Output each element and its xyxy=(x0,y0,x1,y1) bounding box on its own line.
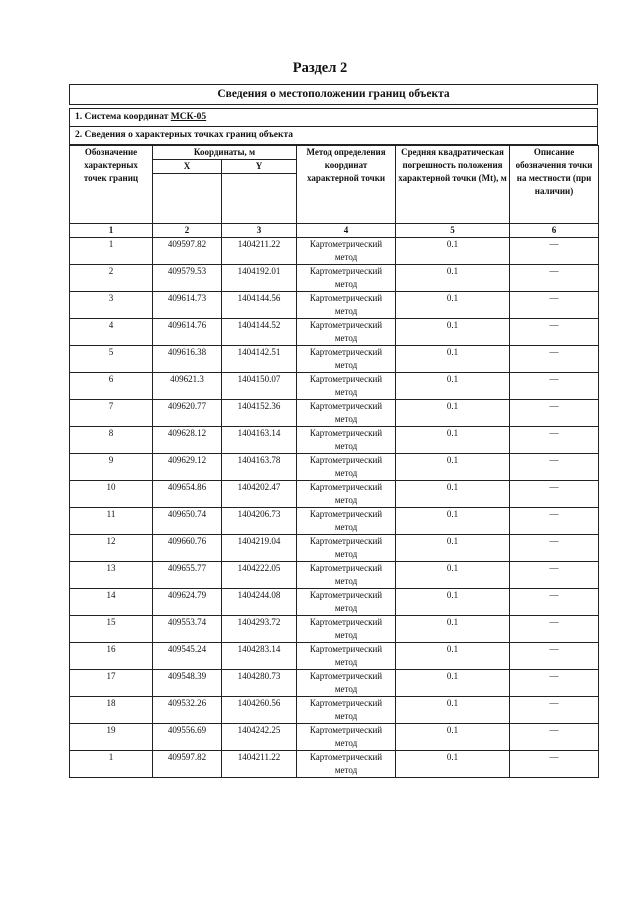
x-coordinate-cell: 409548.39 xyxy=(153,670,222,697)
error-cell: 0.1 xyxy=(396,346,510,373)
table-row xyxy=(70,400,599,427)
method-cell: Картометрический метод xyxy=(297,643,396,670)
x-coordinate-cell: 409660.76 xyxy=(153,535,222,562)
y-coordinate-cell: 1404144.52 xyxy=(222,319,297,346)
table-row xyxy=(70,616,599,643)
section-title: Раздел 2 xyxy=(292,60,348,76)
method-cell: Картометрический метод xyxy=(297,508,396,535)
point-number-cell: 12 xyxy=(70,535,153,562)
y-coordinate-cell: 1404202.47 xyxy=(222,481,297,508)
method-cell: Картометрический метод xyxy=(297,535,396,562)
method-cell: Картометрический метод xyxy=(297,751,396,778)
point-number-cell: 3 xyxy=(70,292,153,319)
x-coordinate-cell: 409579.53 xyxy=(153,265,222,292)
table-row xyxy=(70,508,599,535)
description-cell: — xyxy=(510,508,599,535)
column-number: 3 xyxy=(222,224,297,238)
y-coordinate-cell: 1404144.56 xyxy=(222,292,297,319)
error-cell: 0.1 xyxy=(396,292,510,319)
y-coordinate-cell: 1404293.72 xyxy=(222,616,297,643)
table-row xyxy=(70,535,599,562)
error-cell: 0.1 xyxy=(396,562,510,589)
y-coordinate-cell: 1404222.05 xyxy=(222,562,297,589)
point-number-cell: 2 xyxy=(70,265,153,292)
method-cell: Картометрический метод xyxy=(297,346,396,373)
column-number: 4 xyxy=(297,224,396,238)
error-cell: 0.1 xyxy=(396,697,510,724)
method-cell: Картометрический метод xyxy=(297,373,396,400)
method-cell: Картометрический метод xyxy=(297,400,396,427)
y-coordinate-cell: 1404163.14 xyxy=(222,427,297,454)
column-number: 5 xyxy=(396,224,510,238)
error-cell: 0.1 xyxy=(396,400,510,427)
y-coordinate-cell: 1404260.56 xyxy=(222,697,297,724)
description-cell: — xyxy=(510,373,599,400)
table-row xyxy=(70,427,599,454)
table-row xyxy=(70,751,599,778)
description-cell: — xyxy=(510,751,599,778)
description-cell: — xyxy=(510,400,599,427)
table-row xyxy=(70,481,599,508)
point-number-cell: 7 xyxy=(70,400,153,427)
column-header-coordinates: Координаты, м xyxy=(153,146,297,160)
table-row xyxy=(70,697,599,724)
method-cell: Картометрический метод xyxy=(297,562,396,589)
x-coordinate-cell: 409614.76 xyxy=(153,319,222,346)
description-cell: — xyxy=(510,616,599,643)
error-cell: 0.1 xyxy=(396,616,510,643)
error-cell: 0.1 xyxy=(396,427,510,454)
error-cell: 0.1 xyxy=(396,238,510,265)
method-cell: Картометрический метод xyxy=(297,670,396,697)
point-number-cell: 10 xyxy=(70,481,153,508)
x-coordinate-cell: 409629.12 xyxy=(153,454,222,481)
point-number-cell: 11 xyxy=(70,508,153,535)
table-row xyxy=(70,265,599,292)
y-coordinate-cell: 1404211.22 xyxy=(222,238,297,265)
error-cell: 0.1 xyxy=(396,373,510,400)
description-cell: — xyxy=(510,643,599,670)
description-cell: — xyxy=(510,292,599,319)
coordinate-system-label: 1. Система координат xyxy=(75,112,169,122)
point-number-cell: 8 xyxy=(70,427,153,454)
error-cell: 0.1 xyxy=(396,508,510,535)
coordinate-system-row xyxy=(69,108,598,127)
method-cell: Картометрический метод xyxy=(297,697,396,724)
coordinate-system-value: МСК-05 xyxy=(170,112,207,122)
column-header-designation: Обозначение характерных точек границ xyxy=(70,146,153,224)
x-coordinate-cell: 409597.82 xyxy=(153,751,222,778)
point-number-cell: 4 xyxy=(70,319,153,346)
description-cell: — xyxy=(510,238,599,265)
x-coordinate-cell: 409628.12 xyxy=(153,427,222,454)
document-heading: Сведения о местоположении границ объекта xyxy=(69,84,598,105)
method-cell: Картометрический метод xyxy=(297,589,396,616)
column-header-x: X xyxy=(153,160,222,174)
method-cell: Картометрический метод xyxy=(297,481,396,508)
description-cell: — xyxy=(510,724,599,751)
description-cell: — xyxy=(510,265,599,292)
y-coordinate-cell: 1404211.22 xyxy=(222,751,297,778)
x-coordinate-cell: 409597.82 xyxy=(153,238,222,265)
description-cell: — xyxy=(510,481,599,508)
table-row xyxy=(70,589,599,616)
y-coordinate-cell: 1404142.51 xyxy=(222,346,297,373)
description-cell: — xyxy=(510,346,599,373)
x-coordinate-cell: 409616.38 xyxy=(153,346,222,373)
error-cell: 0.1 xyxy=(396,589,510,616)
point-number-cell: 1 xyxy=(70,751,153,778)
method-cell: Картометрический метод xyxy=(297,616,396,643)
x-coordinate-cell: 409545.24 xyxy=(153,643,222,670)
boundary-points-table xyxy=(69,145,599,778)
x-coordinate-cell: 409556.69 xyxy=(153,724,222,751)
point-number-cell: 18 xyxy=(70,697,153,724)
x-coordinate-cell: 409532.26 xyxy=(153,697,222,724)
x-coordinate-cell: 409650.74 xyxy=(153,508,222,535)
error-cell: 0.1 xyxy=(396,535,510,562)
method-cell: Картометрический метод xyxy=(297,238,396,265)
x-coordinate-cell: 409621.3 xyxy=(153,373,222,400)
y-coordinate-cell: 1404283.14 xyxy=(222,643,297,670)
y-coordinate-cell: 1404280.73 xyxy=(222,670,297,697)
point-number-cell: 19 xyxy=(70,724,153,751)
error-cell: 0.1 xyxy=(396,454,510,481)
table-row xyxy=(70,319,599,346)
point-number-cell: 14 xyxy=(70,589,153,616)
column-header-method: Метод определения координат характерной точки xyxy=(297,146,396,224)
table-row xyxy=(70,454,599,481)
method-cell: Картометрический метод xyxy=(297,427,396,454)
method-cell: Картометрический метод xyxy=(297,319,396,346)
table-row xyxy=(70,346,599,373)
method-cell: Картометрический метод xyxy=(297,454,396,481)
description-cell: — xyxy=(510,319,599,346)
error-cell: 0.1 xyxy=(396,265,510,292)
y-coordinate-cell: 1404244.08 xyxy=(222,589,297,616)
points-heading: 2. Сведения о характерных точках границ объекта xyxy=(69,126,598,145)
description-cell: — xyxy=(510,697,599,724)
error-cell: 0.1 xyxy=(396,319,510,346)
table-row xyxy=(70,292,599,319)
point-number-cell: 15 xyxy=(70,616,153,643)
y-coordinate-cell: 1404206.73 xyxy=(222,508,297,535)
column-header-error: Средняя квадратическая погрешность положения характерной точки (Mt), м xyxy=(396,146,510,224)
point-number-cell: 17 xyxy=(70,670,153,697)
error-cell: 0.1 xyxy=(396,643,510,670)
x-coordinate-cell: 409624.79 xyxy=(153,589,222,616)
error-cell: 0.1 xyxy=(396,481,510,508)
x-coordinate-cell: 409620.77 xyxy=(153,400,222,427)
error-cell: 0.1 xyxy=(396,670,510,697)
table-row xyxy=(70,373,599,400)
y-coordinate-cell: 1404163.78 xyxy=(222,454,297,481)
description-cell: — xyxy=(510,589,599,616)
error-cell: 0.1 xyxy=(396,751,510,778)
x-coordinate-cell: 409655.77 xyxy=(153,562,222,589)
description-cell: — xyxy=(510,427,599,454)
description-cell: — xyxy=(510,670,599,697)
column-number: 2 xyxy=(153,224,222,238)
column-header-description: Описание обозначения точки на местности (при наличии) xyxy=(510,146,599,224)
point-number-cell: 16 xyxy=(70,643,153,670)
table-row xyxy=(70,562,599,589)
y-coordinate-cell: 1404242.25 xyxy=(222,724,297,751)
method-cell: Картометрический метод xyxy=(297,724,396,751)
table-row xyxy=(70,724,599,751)
description-cell: — xyxy=(510,454,599,481)
table-row xyxy=(70,643,599,670)
point-number-cell: 1 xyxy=(70,238,153,265)
column-header-y: Y xyxy=(222,160,297,174)
x-coordinate-cell: 409553.74 xyxy=(153,616,222,643)
method-cell: Картометрический метод xyxy=(297,292,396,319)
error-cell: 0.1 xyxy=(396,724,510,751)
point-number-cell: 13 xyxy=(70,562,153,589)
method-cell: Картометрический метод xyxy=(297,265,396,292)
y-coordinate-cell: 1404150.07 xyxy=(222,373,297,400)
column-number: 6 xyxy=(510,224,599,238)
y-coordinate-cell: 1404152.36 xyxy=(222,400,297,427)
x-coordinate-cell: 409654.86 xyxy=(153,481,222,508)
points-table-body xyxy=(70,238,599,778)
point-number-cell: 6 xyxy=(70,373,153,400)
point-number-cell: 5 xyxy=(70,346,153,373)
description-cell: — xyxy=(510,562,599,589)
column-number: 1 xyxy=(70,224,153,238)
y-coordinate-cell: 1404219.04 xyxy=(222,535,297,562)
description-cell: — xyxy=(510,535,599,562)
table-row xyxy=(70,238,599,265)
x-coordinate-cell: 409614.73 xyxy=(153,292,222,319)
table-row xyxy=(70,670,599,697)
y-coordinate-cell: 1404192.01 xyxy=(222,265,297,292)
point-number-cell: 9 xyxy=(70,454,153,481)
